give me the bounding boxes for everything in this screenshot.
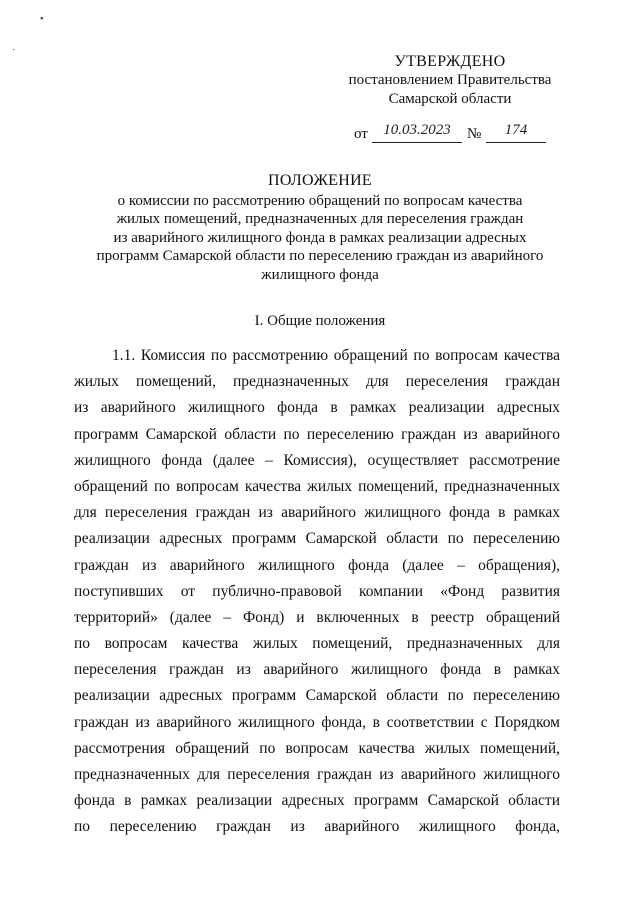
body-line: рассмотрения обращений по вопросам качества жилых помещений,	[74, 739, 560, 757]
subtitle-line: о комиссии по рассмотрению обращений по вопросам качества	[117, 192, 523, 209]
approval-line-2: Самарской области	[388, 91, 512, 107]
subtitle-line: жилищного фонда	[261, 266, 379, 283]
subtitle-line: программ Самарской области по переселению граждан из аварийного	[96, 248, 544, 264]
handwritten-date: 10.03.2023	[372, 122, 462, 143]
body-line: граждан из аварийного жилищного фонда, в соответствии с Порядком	[74, 713, 560, 731]
body-line: фонда в рамках реализации адресных программ Самарской области	[74, 792, 560, 810]
body-line: программ Самарской области по переселению граждан из аварийного	[74, 425, 560, 443]
scan-dot: •	[40, 14, 44, 25]
scan-mark: ˏ	[12, 40, 16, 51]
body-line: поступивших от публично-правовой компании «Фонд развития	[74, 582, 560, 600]
document-title-block	[70, 172, 570, 284]
body-line: обращений по вопросам качества жилых помещений, предназначенных	[74, 477, 560, 495]
body-line: по переселению граждан из аварийного жилищного фонда,	[74, 818, 560, 836]
approval-line-1: постановлением Правительства	[348, 72, 552, 88]
handwritten-number: 174	[486, 122, 546, 143]
body-line: переселения граждан из аварийного жилищного фонда в рамках	[74, 661, 560, 679]
body-line: для переселения граждан из аварийного жилищного фонда в рамках	[74, 504, 560, 522]
approval-heading: УТВЕРЖДЕНО	[394, 53, 506, 70]
approval-stamp	[330, 52, 570, 109]
from-label: от	[354, 126, 368, 142]
body-line: территорий» (далее – Фонд) и включенных в реестр обращений	[74, 608, 560, 626]
body-line: реализации адресных программ Самарской области по переселению	[74, 687, 560, 705]
body-line: жилых помещений, предназначенных для переселения граждан	[74, 373, 560, 391]
body-line: предназначенных для переселения граждан из аварийного жилищного	[74, 766, 560, 783]
body-paragraph	[74, 343, 560, 841]
subtitle-line: из аварийного жилищного фонда в рамках реализации адресных	[113, 229, 527, 246]
document-title: ПОЛОЖЕНИЕ	[267, 172, 372, 189]
body-line: по вопросам качества жилых помещений, предназначенных для	[74, 635, 560, 653]
body-line: из аварийного жилищного фонда в рамках реализации адресных	[74, 399, 560, 417]
number-label: №	[467, 126, 482, 142]
date-number-line	[354, 122, 554, 144]
subtitle-line: жилых помещений, предназначенных для переселения граждан	[116, 211, 524, 227]
body-line: 1.1. Комиссия по рассмотрению обращений по вопросам качества	[112, 347, 560, 364]
body-line: реализации адресных программ Самарской области по переселению	[74, 530, 560, 548]
body-line: жилищного фонда (далее – Комиссия), осуществляет рассмотрение	[74, 451, 560, 469]
body-line: граждан из аварийного жилищного фонда (далее – обращения),	[74, 556, 560, 574]
section-heading: I. Общие положения	[254, 313, 386, 329]
